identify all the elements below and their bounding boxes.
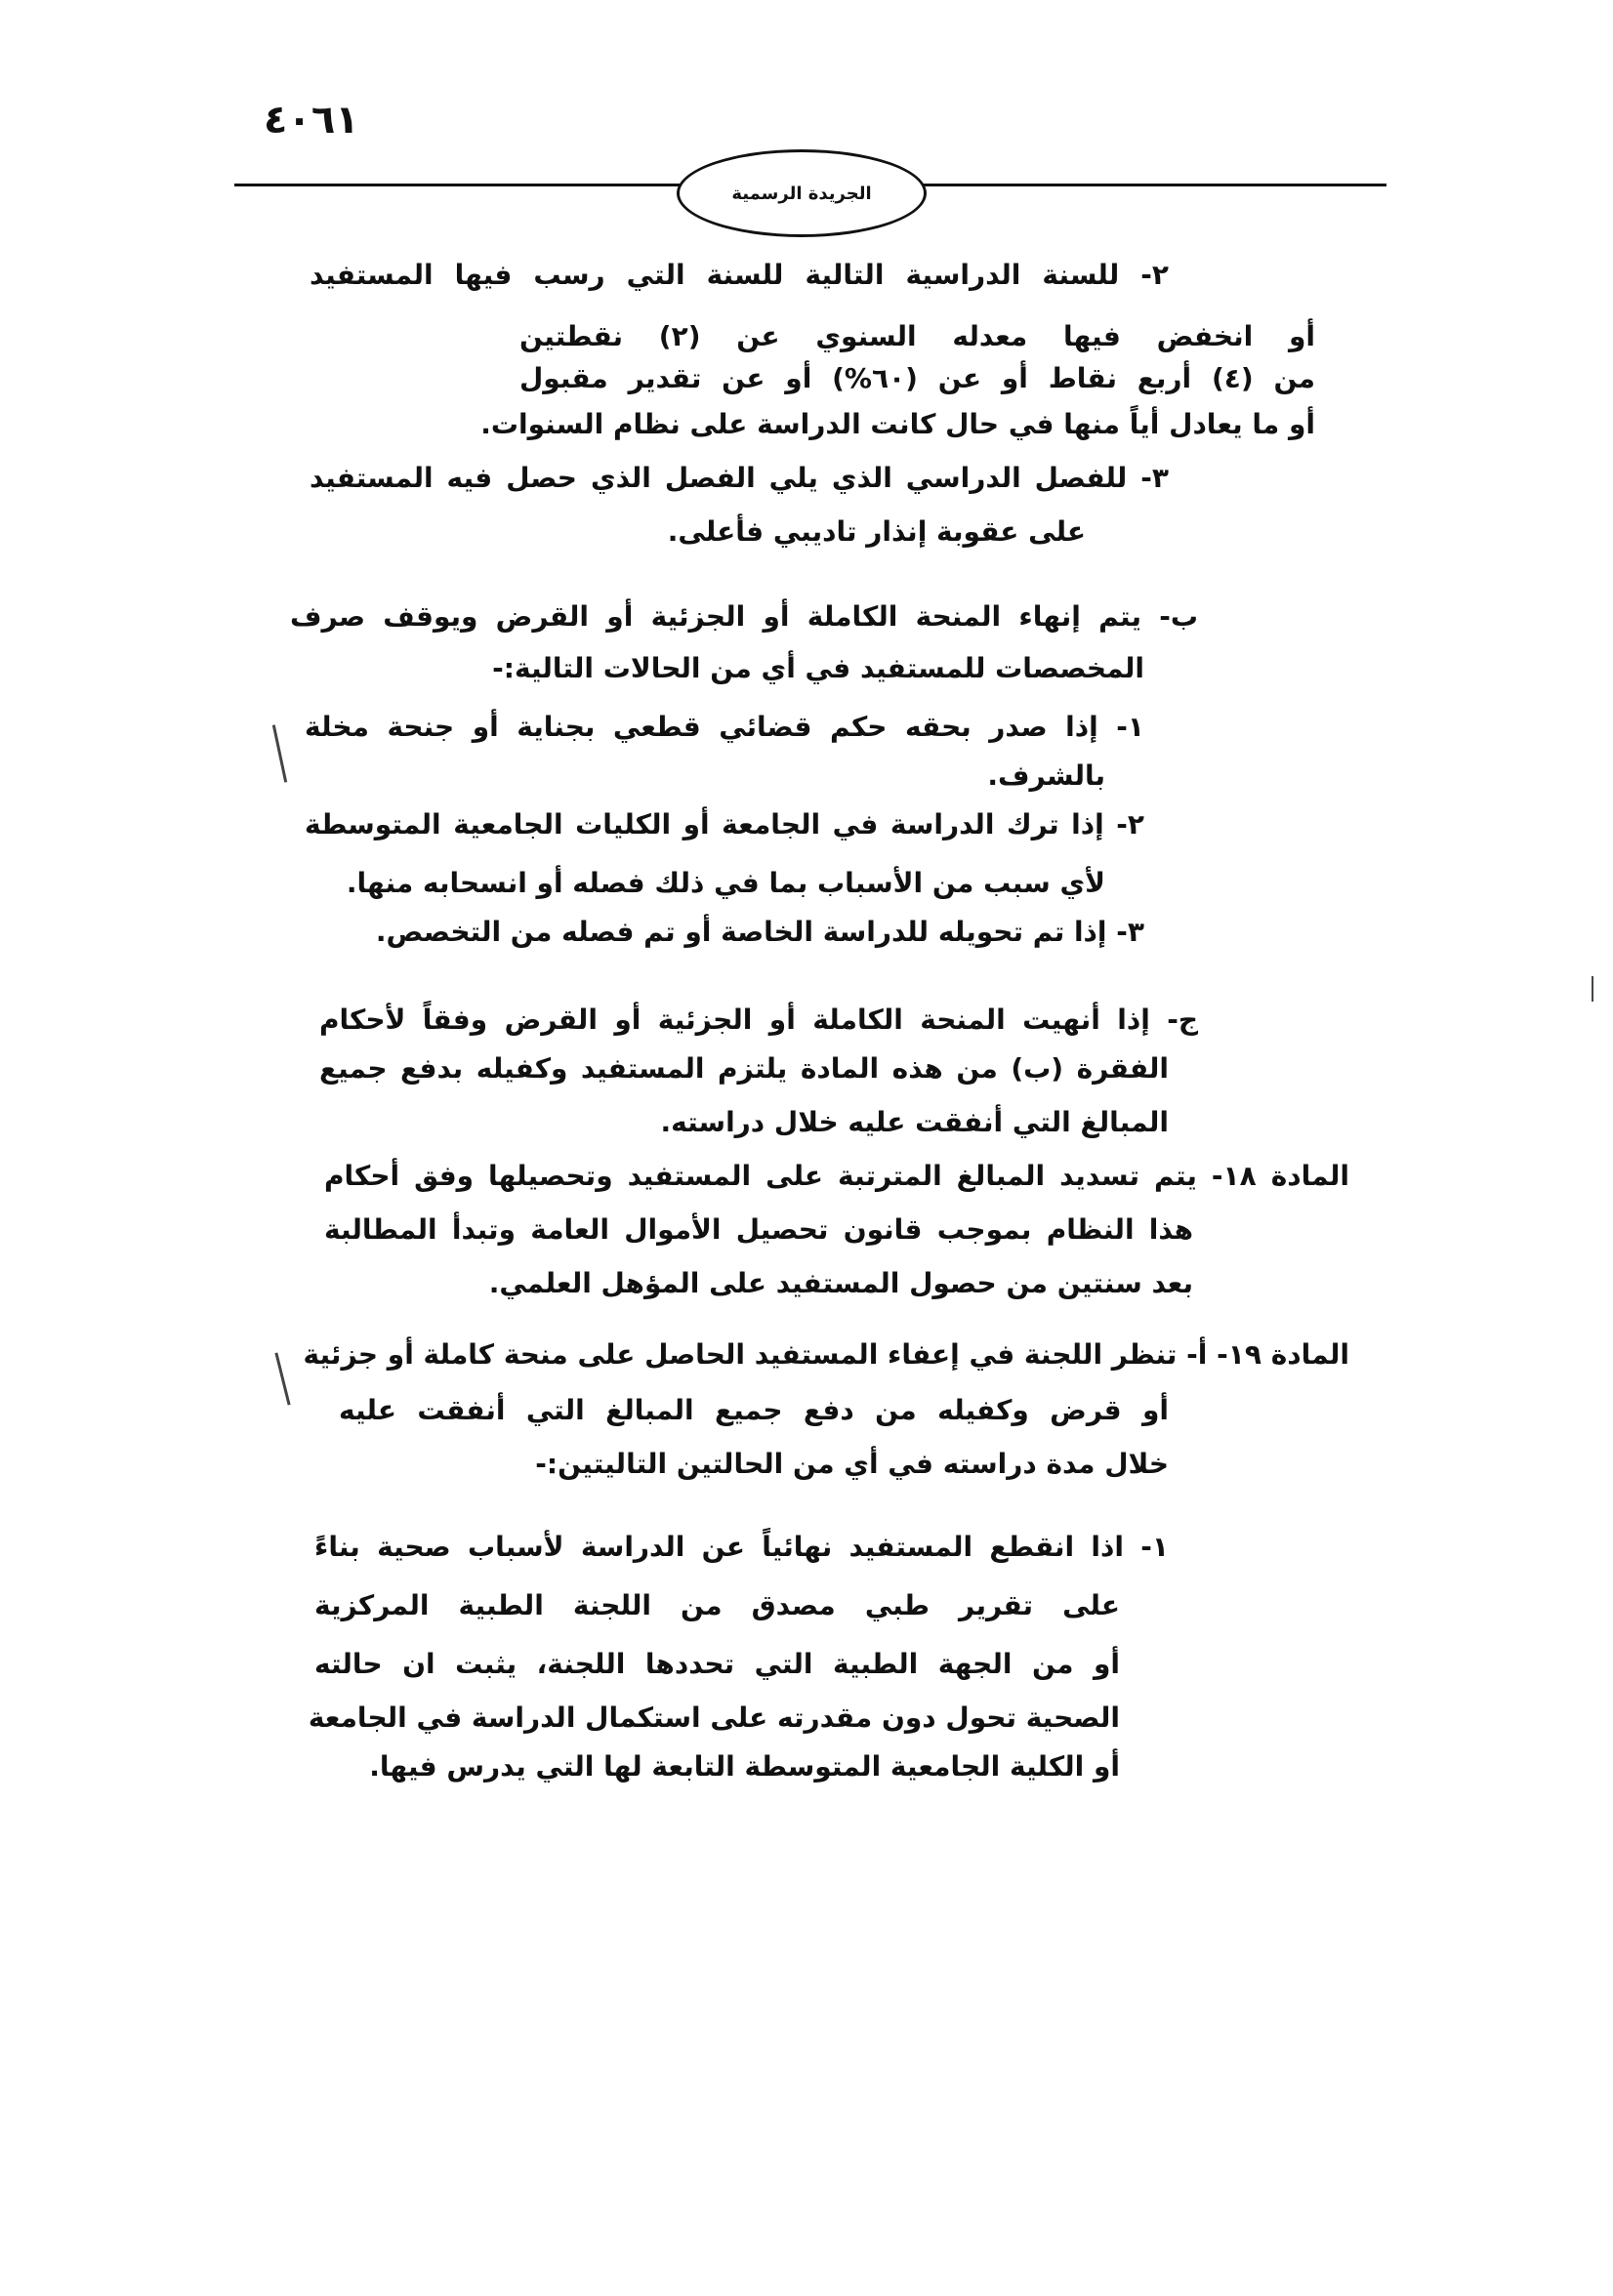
text-line: لأي سبب من الأسباب بما في ذلك فصله أو انسحابه منها. (346, 867, 1105, 899)
text-line: على عقوبة إنذار تاديبي فأعلى. (667, 515, 1086, 548)
text-line: أو الكلية الجامعية المتوسطة التابعة لها التي يدرس فيها. (369, 1750, 1120, 1783)
header-publication-name: الجريدة الرسمية (677, 149, 927, 237)
text-line: بالشرف. (987, 759, 1105, 792)
text-line: بعد سنتين من حصول المستفيد على المؤهل العلمي. (488, 1267, 1193, 1299)
page-number: ٤٠٦١ (264, 98, 359, 143)
text-line: هذا النظام بموجب قانون تحصيل الأموال العامة وتبدأ المطالبة (324, 1213, 1193, 1246)
text-line: المادة ١٩- أ- تنظر اللجنة في إعفاء المستفيد الحاصل على منحة كاملة أو جزئية (303, 1338, 1349, 1371)
text-line: المبالغ التي أنفقت عليه خلال دراسته. (660, 1106, 1169, 1138)
text-line: ج- إذا أنهيت المنحة الكاملة أو الجزئية أو القرض وفقاً لأحكام (319, 1004, 1198, 1036)
text-line: على تقرير طبي مصدق من اللجنة الطبية المركزية (314, 1589, 1120, 1621)
scan-mark (272, 724, 287, 782)
text-line: أو قرض وكفيله من دفع جميع المبالغ التي أنفقت عليه (339, 1394, 1169, 1426)
text-line: المادة ١٨- يتم تسديد المبالغ المترتبة على المستفيد وتحصيلها وفق أحكام (324, 1160, 1349, 1192)
text-line: أو من الجهة الطبية التي تحددها اللجنة، يثبت ان حالته (314, 1648, 1120, 1680)
text-line: ٣- للفصل الدراسي الذي يلي الفصل الذي حصل فيه المستفيد (310, 462, 1169, 494)
scan-mark (1592, 976, 1593, 1002)
text-line: ١- اذا انقطع المستفيد نهائياً عن الدراسة لأسباب صحية بناءً (314, 1531, 1169, 1563)
text-line: المخصصات للمستفيد في أي من الحالات التالية:- (492, 652, 1144, 684)
text-line: أو ما يعادل أياً منها في حال كانت الدراسة على نظام السنوات. (480, 408, 1315, 440)
text-line: الفقرة (ب) من هذه المادة يلتزم المستفيد وكفيله بدفع جميع (319, 1052, 1169, 1085)
text-line: ٢- للسنة الدراسية التالية للسنة التي رسب فيها المستفيد (310, 259, 1169, 291)
scan-mark (274, 1352, 290, 1405)
text-line: ٣- إذا تم تحويله للدراسة الخاصة أو تم فصله من التخصص. (375, 916, 1144, 948)
text-line: ١- إذا صدر بحقه حكم قضائي قطعي بجناية أو جنحة مخلة (305, 711, 1144, 743)
text-line: ب- يتم إنهاء المنحة الكاملة أو الجزئية أو القرض ويوقف صرف (290, 600, 1198, 633)
text-line: الصحية تحول دون مقدرته على استكمال الدراسة في الجامعة (308, 1702, 1120, 1734)
text-line: خلال مدة دراسته في أي من الحالتين التاليتين:- (535, 1448, 1169, 1480)
text-line: أو انخفض فيها معدله السنوي عن (٢) نقطتين (519, 320, 1316, 352)
text-line: ٢- إذا ترك الدراسة في الجامعة أو الكليات الجامعية المتوسطة (305, 808, 1144, 840)
text-line: من (٤) أربع نقاط أو عن (٦٠%) أو عن تقدير مقبول (519, 362, 1316, 394)
